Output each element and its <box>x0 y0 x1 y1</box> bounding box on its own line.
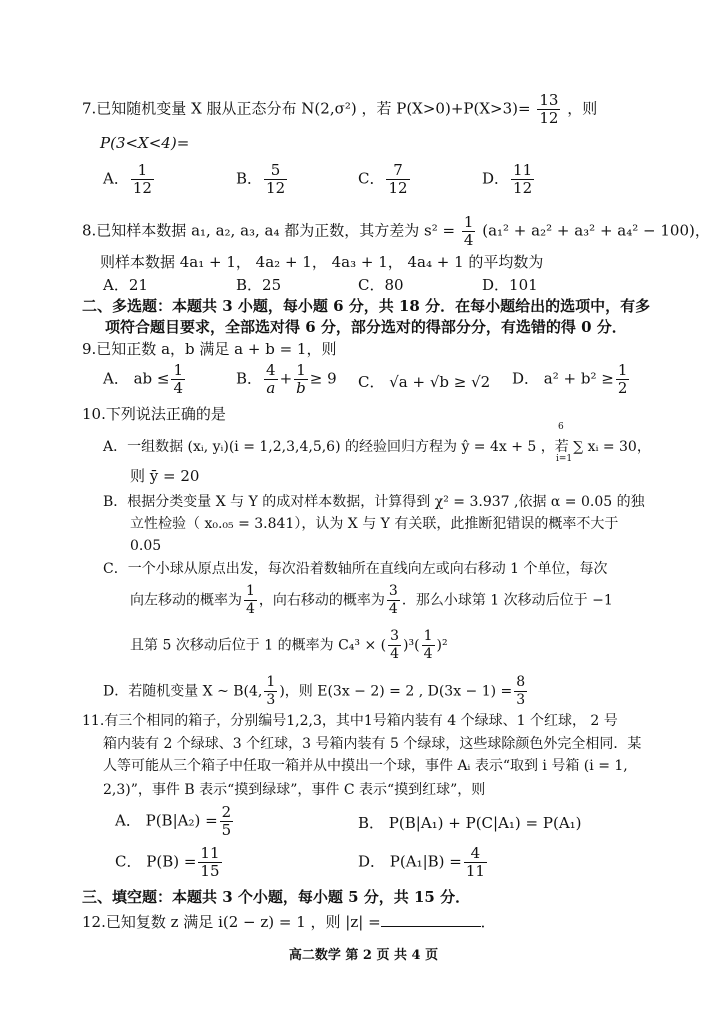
section2-heading: 二、多选题：本题共 3 小题，每小题 6 分，共 18 分．在每小题给出的选项中，有多 <box>82 297 651 315</box>
q10-option-b-line3: 0.05 <box>130 538 162 554</box>
q10-option-b-line1: B．根据分类变量 X 与 Y 的成对样本数据，计算得到 χ² = 3.937 ,依据 α = 0.05 的独 <box>103 494 645 510</box>
q7-option-d: D． $\frac{11}{12}$ <box>482 161 533 197</box>
q10-option-a-line2: 则 ȳ = 20 <box>130 467 200 485</box>
q11-option-b: B． P(B|A₁) + P(C|A₁) = P(A₁) <box>358 814 582 832</box>
q7-stem-line1: 7.已知随机变量 X 服从正态分布 N(2,σ²) ，若 P(X>0)+P(X>3)= $\frac{13}{12}$ ，则 <box>82 91 598 127</box>
q12-stem: 12.已知复数 z 满足 i(2 − z) = 1 ，则 |z| = ． <box>82 913 496 931</box>
q10-option-d: D．若随机变量 X ~ B(4, $\frac{1}{3}$ )，则 E(3x − 2) = 2 , D(3x − 1) = $\frac{8}{3}$ <box>103 674 526 708</box>
q7-stem-line2: P(3<X<4)= <box>100 134 190 152</box>
q8-stem-line1: 8.已知样本数据 a₁, a₂, a₃, a₄ 都为正数，其方差为 s² = $\frac{1}{4}$ (a₁² + a₂² + a₃² + a₄² − 100)， <box>82 213 710 249</box>
q10-option-c-line2: 向左移动的概率为 $\frac{1}{4}$ ，向右移动的概率为 $\frac{3}{4}$ ．那么小球第 1 次移动后位于 −1 <box>130 583 613 617</box>
q9-option-c: C． √a + √b ≥ √2 <box>358 373 491 391</box>
q11-option-c: C． P(B) = $\frac{11}{15}$ <box>115 844 220 880</box>
q10-option-c-line3: 且第 5 次移动后位于 1 的概率为 C₄³ × ( $\frac{3}{4}$ )³( $\frac{1}{4}$ )² <box>130 628 448 662</box>
q11-stem-line3: 人等可能从三个箱子中任取一箱并从中摸出一个球，事件 Aᵢ 表示“取到 i 号箱 (i = 1, <box>103 758 628 774</box>
q10-option-a-line1: A．一组数据 (xᵢ, yᵢ)(i = 1,2,3,4,5,6) 的经验回归方程为 ŷ = 4x + 5 ，若 ∑ xᵢ = 30， <box>103 439 651 455</box>
q8-option-b: B．25 <box>236 276 282 294</box>
q7-option-c: C． $\frac{7}{12}$ <box>358 161 408 197</box>
q8-stem-line2: 则样本数据 4a₁ + 1， 4a₂ + 1， 4a₃ + 1， 4a₄ + 1 的平均数为 <box>100 253 544 271</box>
q10-stem: 10.下列说法正确的是 <box>82 405 226 423</box>
q11-stem-line1: 11.有三个相同的箱子，分别编号1,2,3，其中1号箱内装有 4 个绿球、1 个红球， 2 号 <box>82 713 618 729</box>
q11-option-a: A． P(B|A₂) = $\frac{2}{5}$ <box>115 803 232 839</box>
q9-stem: 9.已知正数 a，b 满足 a + b = 1，则 <box>82 340 337 358</box>
section2-heading-cont: 项符合题目要求，全部选对得 6 分，部分选对的得部分分，有选错的得 0 分． <box>105 318 627 336</box>
q7-option-a: A． $\frac{1}{12}$ <box>103 161 152 197</box>
q10-option-c-line1: C．一个小球从原点出发，每次沿着数轴所在直线向左或向右移动 1 个单位，每次 <box>103 561 608 577</box>
q8-option-a: A．21 <box>103 276 148 294</box>
q8-option-c: C．80 <box>358 276 404 294</box>
q11-option-d: D． P(A₁|B) = $\frac{4}{11}$ <box>358 844 485 880</box>
page-footer: 高二数学 第 2 页 共 4 页 <box>288 948 439 963</box>
section3-heading: 三、填空题：本题共 3 个小题，每小题 5 分，共 15 分． <box>82 888 471 906</box>
q10-option-a-sum-limits: 6 <box>558 422 564 432</box>
q9-option-b: B． $\frac{4}{a}$ + $\frac{1}{b}$ ≥ 9 <box>236 361 337 397</box>
q10-option-b-line2: 立性检验（ x₀.₀₅ = 3.841），认为 X 与 Y 有关联，此推断犯错误的概率不大于 <box>130 516 619 532</box>
q7-option-b: B． $\frac{5}{12}$ <box>236 161 286 197</box>
q9-option-a: A． ab ≤ $\frac{1}{4}$ <box>103 361 184 397</box>
q8-option-d: D．101 <box>482 276 538 294</box>
q9-option-d: D． a² + b² ≥ $\frac{1}{2}$ <box>512 361 628 397</box>
q11-stem-line4: 2,3)”，事件 B 表示“摸到绿球”，事件 C 表示“摸到红球”，则 <box>103 782 486 798</box>
q12-answer-blank[interactable] <box>381 912 481 927</box>
q10-option-a-sum-lower: i=1 <box>556 454 573 464</box>
q11-stem-line2: 箱内装有 2 个绿球、3 个红球，3 号箱内装有 5 个绿球，这些球除颜色外完全相同．某 <box>103 736 642 752</box>
q7-fraction: $\frac{13}{12}$ <box>539 91 559 127</box>
